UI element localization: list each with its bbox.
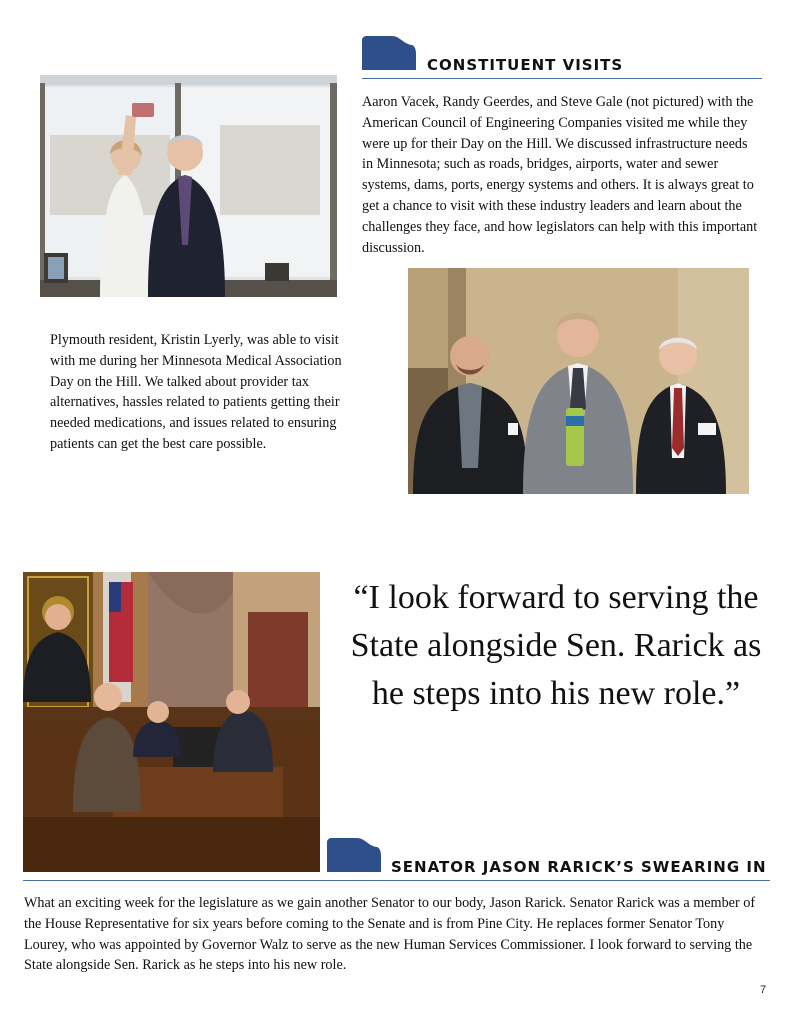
paragraph-engineering-visit: Aaron Vacek, Randy Geerdes, and Steve Gale (not pictured) with the American Council of Engineering Companies visited me while they were up for their Day on the Hill. We discussed infrastructure needs in Minnesota; such as roads, bridges, airports, water and sewer systems, dams, ports, energy systems and others. It is always great to get a chance to visit with these industry leaders and learn about the challenges they face, and how legislators can help with this important discussion. — [362, 94, 758, 256]
section-tab-icon — [327, 838, 381, 872]
paragraph-medical-visit: Plymouth resident, Kristin Lyerly, was able to visit with me during her Minnesota Medical Association Day on the Hill. We talked about provider tax alternatives, hassles related to patients getting their needed medications, and issues related to ensuring patients can get the best care possible. — [50, 332, 342, 452]
section-heading-swearing-in: SENATOR JASON RARICK’S SWEARING IN — [391, 858, 767, 876]
section-heading-constituent-visits: CONSTITUENT VISITS — [427, 56, 624, 74]
paragraph-swearing-in: What an exciting week for the legislature as we gain another Senator to our body, Jason Rarick. Senator Rarick was a member of the House Representative for six years before coming to the Senate and is from Pine City. He replaces former Senator Tony Lourey, who was appointed by Governor Walz to serve as the new Human Services Commissioner. I look forward to serving the State alongside Sen. Rarick as he steps into his new role. — [24, 895, 756, 974]
photo-engineering-group — [408, 268, 749, 494]
photo-selfie-by-window — [40, 75, 337, 297]
section-tab-icon — [362, 36, 416, 70]
section-divider — [23, 880, 770, 881]
page-number: 7 — [760, 984, 767, 996]
photo-senate-swearing-in — [23, 572, 320, 872]
section-divider — [362, 78, 762, 79]
pull-quote: “I look forward to serving the State alongside Sen. Rarick as he steps into his new role.” — [350, 579, 762, 712]
